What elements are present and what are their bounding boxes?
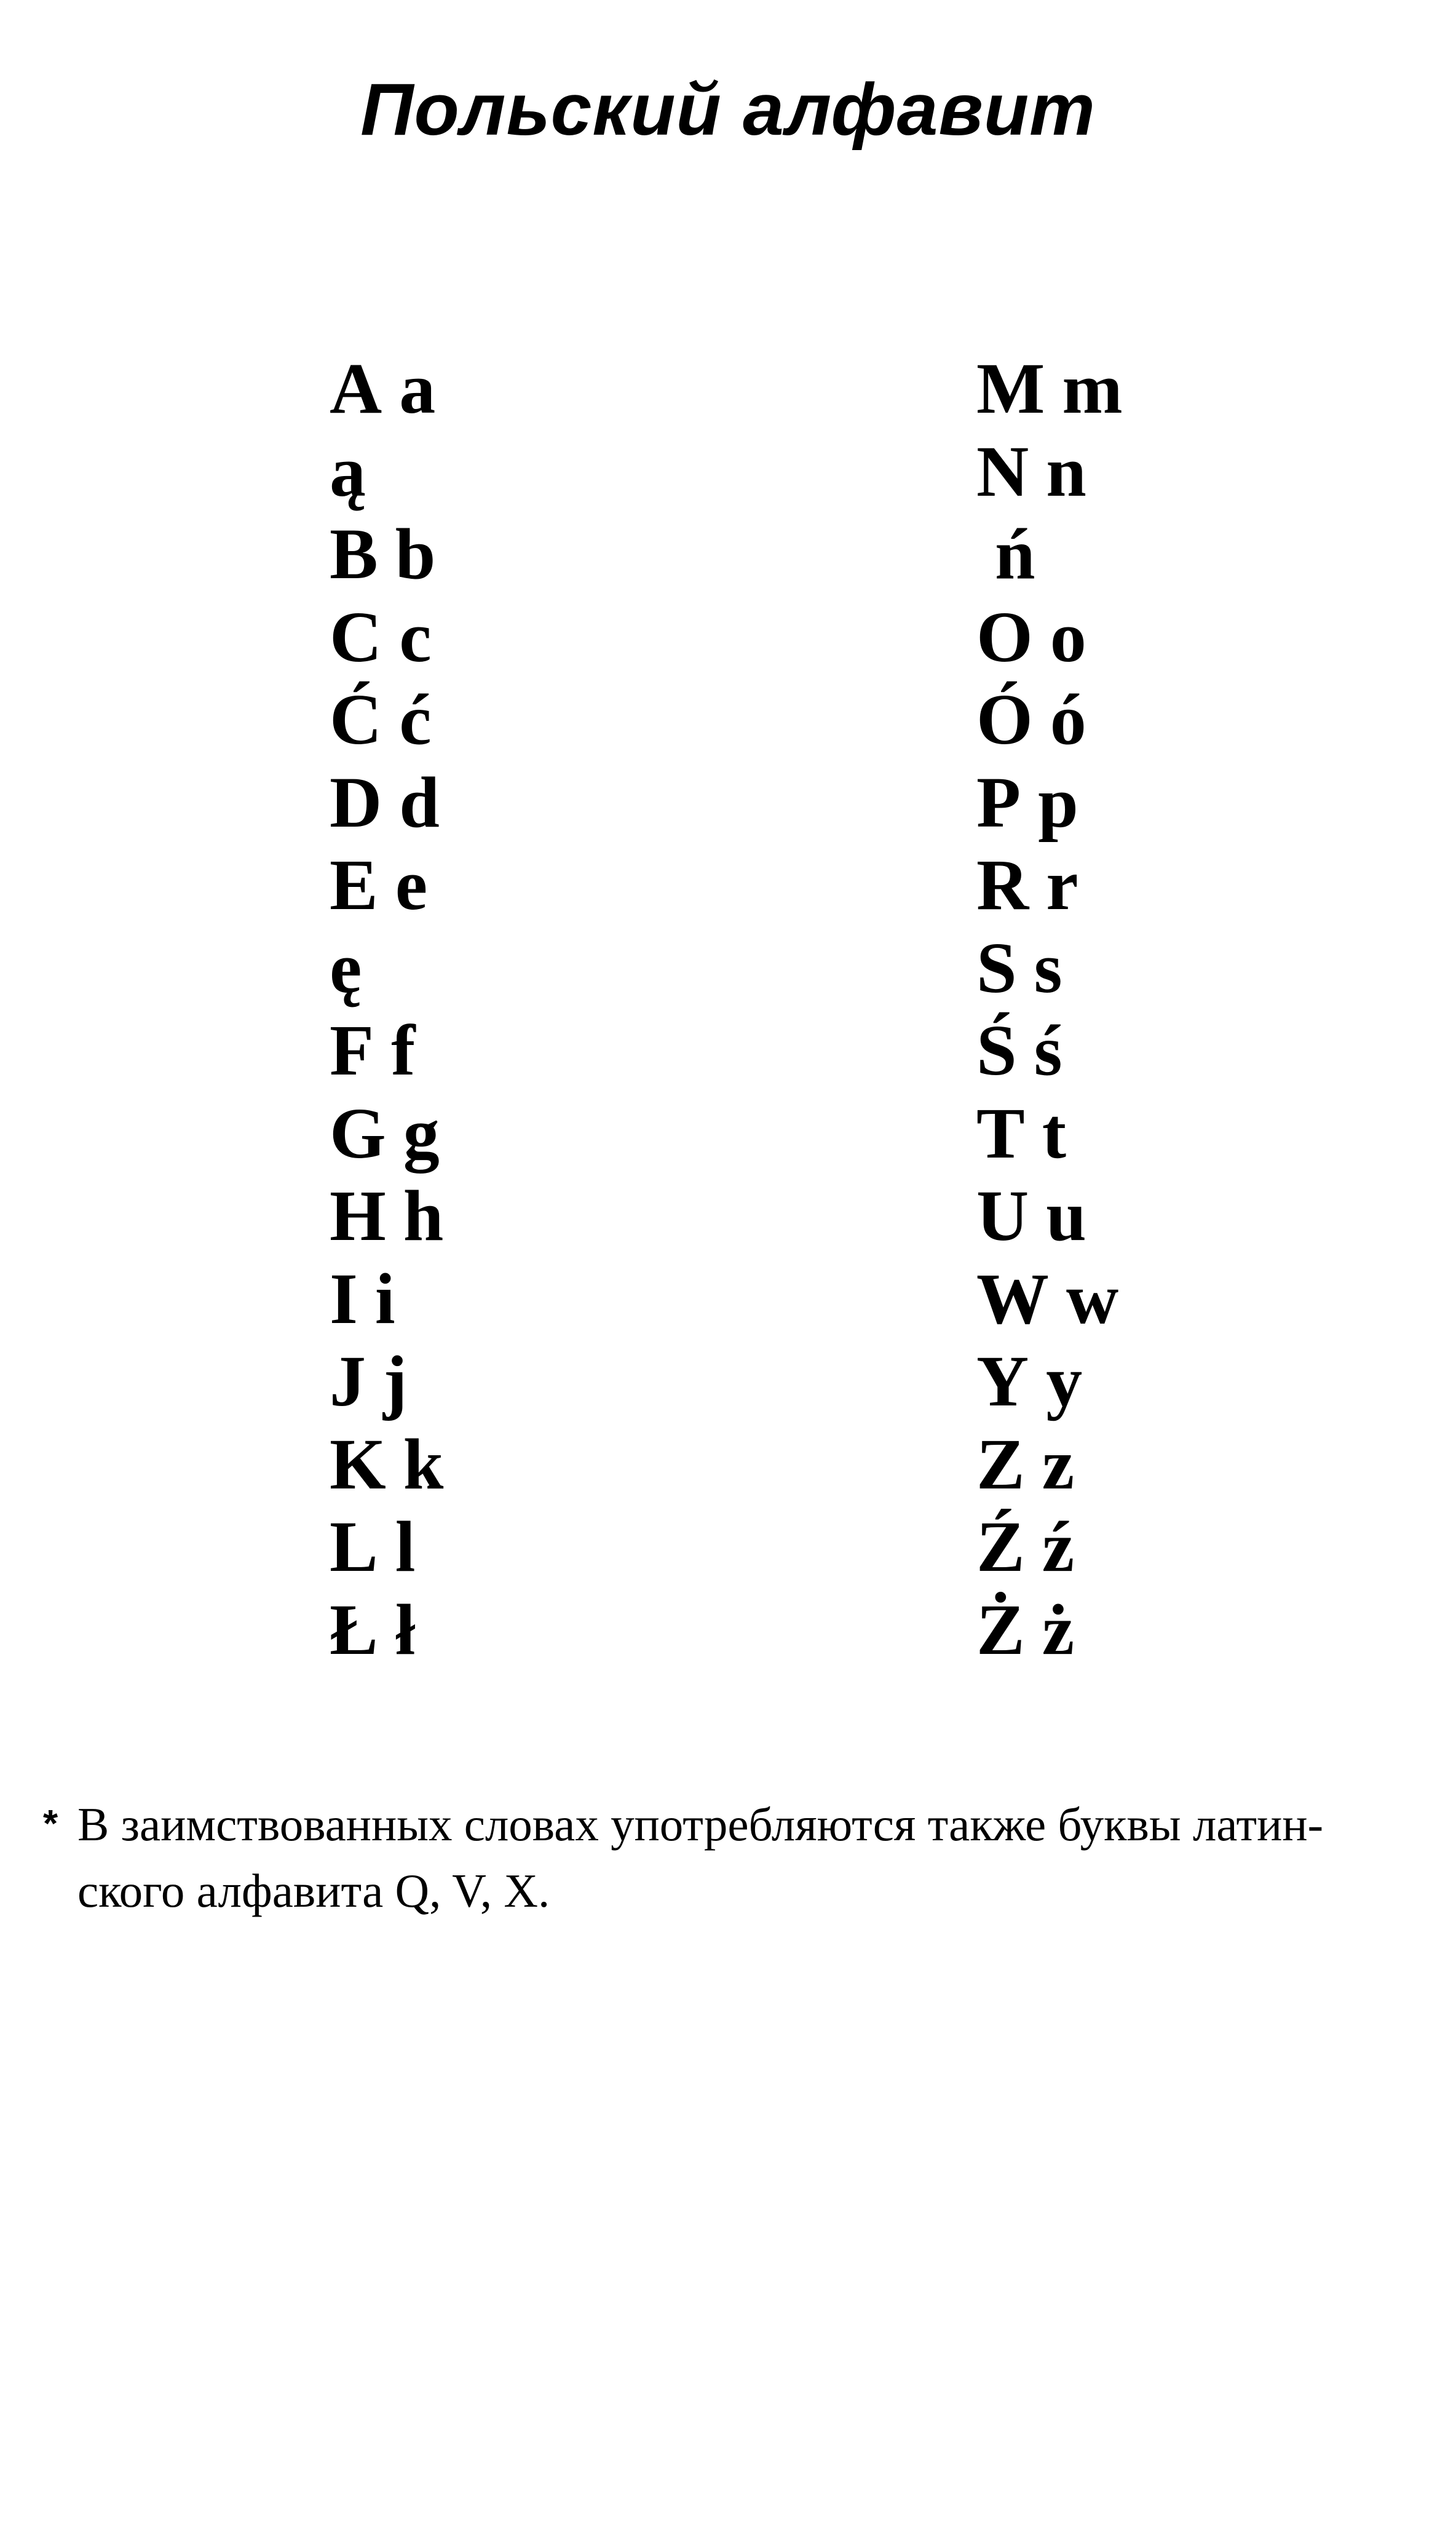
letter-pair — [330, 1009, 443, 1092]
lowercase-letter: a — [399, 348, 436, 429]
uppercase-letter: Ć — [330, 679, 382, 760]
lowercase-letter: r — [1046, 844, 1078, 925]
letter-pair — [976, 761, 1123, 844]
lowercase-letter: j — [383, 1341, 408, 1421]
lowercase-letter: s — [1034, 927, 1062, 1008]
uppercase-letter: K — [330, 1423, 386, 1504]
letter-pair — [330, 513, 443, 596]
alphabet-right-column — [976, 348, 1123, 1671]
lowercase-letter: f — [391, 1010, 416, 1091]
uppercase-letter: I — [330, 1258, 358, 1339]
footnote-marker: * — [43, 1803, 58, 1845]
lowercase-letter: w — [1066, 1258, 1119, 1339]
uppercase-letter: ę — [330, 927, 362, 1008]
uppercase-letter: Y — [976, 1341, 1029, 1421]
lowercase-letter: m — [1062, 348, 1123, 429]
letter-pair — [330, 1175, 443, 1258]
letter-pair — [330, 596, 443, 679]
uppercase-letter: C — [330, 596, 382, 677]
letter-pair — [976, 1092, 1123, 1175]
lowercase-letter: h — [403, 1175, 444, 1256]
letter-pair — [976, 513, 1123, 596]
lowercase-letter: ż — [1042, 1589, 1075, 1670]
lowercase-letter: c — [399, 596, 432, 677]
lowercase-letter: k — [403, 1423, 444, 1504]
letter-pair — [976, 1009, 1123, 1092]
letter-pair — [976, 927, 1123, 1010]
uppercase-letter: B — [330, 514, 378, 594]
uppercase-letter: ą — [330, 431, 366, 512]
lowercase-letter: p — [1038, 761, 1078, 843]
letter-pair — [976, 348, 1123, 431]
letter-pair — [330, 348, 443, 431]
uppercase-letter: Ś — [976, 1010, 1017, 1091]
letter-pair — [330, 1258, 443, 1341]
lowercase-letter: ź — [1042, 1506, 1075, 1587]
page-title: Польский алфавит — [360, 68, 1096, 151]
footnote-line: В заимствованных словах употребляются также буквы латин- — [77, 1798, 1324, 1851]
letter-pair — [330, 761, 443, 844]
lowercase-letter: g — [403, 1092, 440, 1174]
uppercase-letter: E — [330, 844, 378, 925]
letter-pair — [976, 596, 1123, 679]
uppercase-letter: L — [330, 1506, 378, 1587]
letter-pair — [976, 1506, 1123, 1589]
uppercase-letter: M — [976, 348, 1045, 429]
letter-pair — [330, 927, 443, 1010]
lowercase-letter: d — [399, 761, 440, 843]
uppercase-letter: D — [330, 761, 382, 843]
lowercase-letter: y — [1046, 1341, 1083, 1421]
footnote — [43, 1791, 1420, 1924]
lowercase-letter: ś — [1034, 1010, 1062, 1091]
letter-pair — [976, 844, 1123, 927]
letter-pair — [330, 1423, 443, 1506]
lowercase-letter: z — [1042, 1423, 1075, 1504]
uppercase-letter: H — [330, 1175, 386, 1256]
uppercase-letter: N — [976, 431, 1029, 512]
lowercase-letter: o — [1050, 596, 1086, 677]
letter-pair — [976, 678, 1123, 761]
uppercase-letter: A — [330, 348, 382, 429]
uppercase-letter: Z — [976, 1423, 1025, 1504]
uppercase-letter: R — [976, 844, 1029, 925]
letter-pair — [976, 1258, 1123, 1341]
letter-pair — [330, 1340, 443, 1423]
uppercase-letter: Ł — [330, 1589, 378, 1670]
letter-pair — [976, 1423, 1123, 1506]
uppercase-letter: O — [976, 596, 1033, 677]
letter-pair — [976, 431, 1123, 514]
uppercase-letter: G — [330, 1092, 386, 1174]
letter-pair — [976, 1589, 1123, 1672]
lowercase-letter: n — [1046, 431, 1086, 512]
footnote-text — [77, 1791, 1420, 1924]
lowercase-letter: u — [1046, 1175, 1086, 1256]
lowercase-letter: ó — [1050, 679, 1086, 760]
lowercase-letter: l — [395, 1506, 416, 1587]
lowercase-letter: e — [395, 844, 428, 925]
letter-pair — [330, 1589, 443, 1672]
alphabet-left-column — [330, 348, 443, 1671]
lowercase-letter: t — [1042, 1092, 1067, 1174]
letter-pair — [330, 1506, 443, 1589]
letter-pair — [330, 431, 443, 514]
letter-pair — [976, 1175, 1123, 1258]
uppercase-letter: Ż — [976, 1589, 1025, 1670]
lowercase-letter: ł — [395, 1589, 416, 1670]
lowercase-letter: b — [395, 514, 436, 594]
lowercase-letter: ć — [399, 679, 432, 760]
footnote-line: ского алфавита Q, V, X. — [77, 1864, 550, 1917]
uppercase-letter: Ó — [976, 679, 1033, 760]
letter-pair — [976, 1340, 1123, 1423]
uppercase-letter: Ź — [976, 1506, 1025, 1587]
uppercase-letter: T — [976, 1092, 1025, 1174]
uppercase-letter: F — [330, 1010, 374, 1091]
letter-pair — [330, 844, 443, 927]
uppercase-letter: P — [976, 761, 1021, 843]
uppercase-letter: S — [976, 927, 1017, 1008]
uppercase-letter: ń — [995, 514, 1035, 594]
letter-pair — [330, 678, 443, 761]
uppercase-letter: J — [330, 1341, 366, 1421]
uppercase-letter: W — [976, 1258, 1049, 1339]
uppercase-letter: U — [976, 1175, 1029, 1256]
lowercase-letter: i — [374, 1258, 395, 1339]
letter-pair — [330, 1092, 443, 1175]
